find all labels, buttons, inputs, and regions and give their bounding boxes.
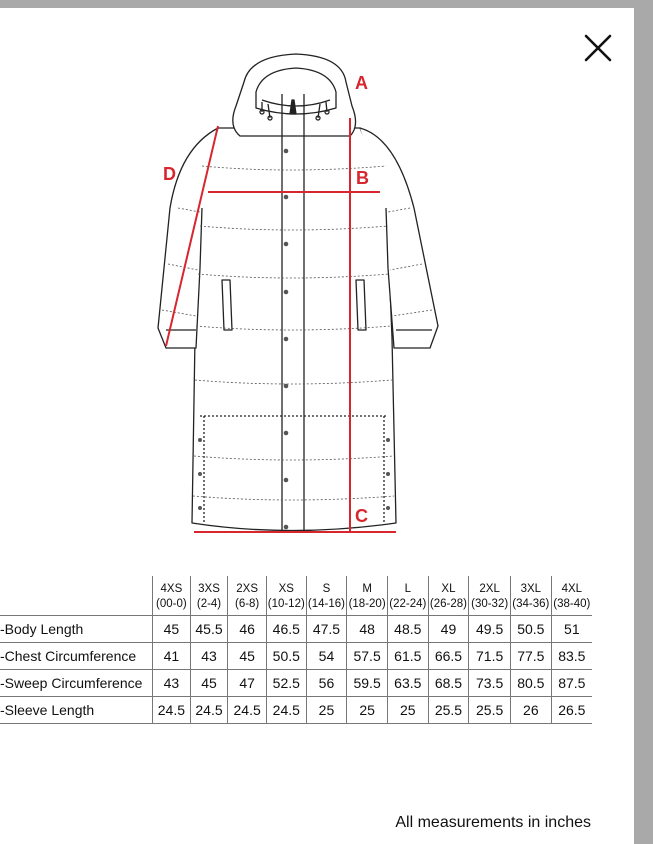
size-name: M [362, 583, 372, 595]
measurement-value: 80.5 [511, 670, 552, 697]
measurement-value: 48 [347, 616, 388, 643]
size-range: (00-0) [156, 598, 187, 610]
size-header-3xs [190, 576, 228, 616]
size-name: 2XS [236, 583, 258, 595]
measurement-note: All measurements in inches [395, 814, 591, 831]
table-row [0, 616, 592, 643]
size-name: 3XL [520, 583, 542, 595]
size-name: 4XS [160, 583, 183, 595]
measurement-value: 49.5 [469, 616, 511, 643]
size-chart-table [0, 576, 592, 724]
measurement-value: 50.5 [511, 616, 552, 643]
measurement-value: 45 [190, 670, 228, 697]
measurement-value: 46 [228, 616, 267, 643]
measurement-value: 25 [347, 697, 388, 724]
measurement-value: 77.5 [511, 643, 552, 670]
label-c: C [355, 506, 368, 526]
measurement-label: -Sleeve Length [0, 697, 153, 724]
size-header-xl [428, 576, 469, 616]
measurement-value: 57.5 [347, 643, 388, 670]
size-range: (30-32) [471, 598, 509, 610]
size-header-3xl [511, 576, 552, 616]
label-b: B [356, 168, 369, 188]
measurement-value: 25 [306, 697, 347, 724]
measurement-value: 26.5 [551, 697, 592, 724]
size-guide-modal [0, 8, 634, 844]
measurement-value: 49 [428, 616, 469, 643]
measurement-value: 41 [153, 643, 191, 670]
size-header-4xl [551, 576, 592, 616]
size-header-l [387, 576, 428, 616]
measurement-value: 24.5 [190, 697, 228, 724]
measurement-value: 24.5 [228, 697, 267, 724]
table-row [0, 697, 592, 724]
measurement-value: 47 [228, 670, 267, 697]
coat-illustration [150, 52, 450, 542]
measurement-label: -Chest Circumference [0, 643, 153, 670]
header-corner [0, 576, 153, 616]
size-name: 4XL [561, 583, 583, 595]
measurement-value: 50.5 [266, 643, 306, 670]
size-range: (26-28) [429, 598, 467, 610]
measurement-value: 47.5 [306, 616, 347, 643]
measurement-value: 45 [228, 643, 267, 670]
measurement-value: 45.5 [190, 616, 228, 643]
size-range: (34-36) [512, 598, 550, 610]
size-range: (18-20) [348, 598, 386, 610]
size-header-xs [266, 576, 306, 616]
size-range: (38-40) [553, 598, 591, 610]
size-name: XS [278, 583, 294, 595]
measurement-value: 25 [387, 697, 428, 724]
table-row [0, 670, 592, 697]
measurement-value: 83.5 [551, 643, 592, 670]
measurement-value: 25.5 [469, 697, 511, 724]
measurement-value: 43 [153, 670, 191, 697]
measurement-value: 24.5 [266, 697, 306, 724]
measurement-value: 54 [306, 643, 347, 670]
size-name: 2XL [479, 583, 500, 595]
size-header-4xs [153, 576, 191, 616]
measurement-value: 45 [153, 616, 191, 643]
size-range: (6-8) [234, 598, 260, 610]
measurement-value: 73.5 [469, 670, 511, 697]
measurement-value: 71.5 [469, 643, 511, 670]
size-header-2xs [228, 576, 267, 616]
size-header-row [0, 576, 592, 616]
size-range: (14-16) [307, 598, 345, 610]
size-header-s [306, 576, 347, 616]
size-header-2xl [469, 576, 511, 616]
close-icon [578, 28, 618, 68]
measurement-value: 24.5 [153, 697, 191, 724]
measurement-value: 68.5 [428, 670, 469, 697]
label-a: A [355, 73, 368, 93]
measurement-value: 87.5 [551, 670, 592, 697]
measurement-value: 63.5 [387, 670, 428, 697]
size-name: 3XS [198, 583, 220, 595]
measurement-value: 25.5 [428, 697, 469, 724]
size-range: (10-12) [267, 598, 305, 610]
label-d: D [163, 164, 176, 184]
size-range: (22-24) [389, 598, 427, 610]
size-name: S [322, 583, 331, 595]
size-name: L [404, 583, 411, 595]
size-name: XL [441, 583, 456, 595]
measurement-value: 48.5 [387, 616, 428, 643]
measurement-label: -Body Length [0, 616, 153, 643]
measurement-label: -Sweep Circumference [0, 670, 153, 697]
measurement-value: 46.5 [266, 616, 306, 643]
size-range: (2-4) [196, 598, 222, 610]
measurement-value: 59.5 [347, 670, 388, 697]
measurement-value: 66.5 [428, 643, 469, 670]
coat-diagram [150, 52, 450, 542]
measurement-value: 52.5 [266, 670, 306, 697]
size-header-m [347, 576, 388, 616]
measurement-value: 43 [190, 643, 228, 670]
close-button[interactable] [578, 28, 618, 68]
measurement-value: 26 [511, 697, 552, 724]
table-row [0, 643, 592, 670]
measurement-value: 56 [306, 670, 347, 697]
measurement-value: 51 [551, 616, 592, 643]
measurement-value: 61.5 [387, 643, 428, 670]
